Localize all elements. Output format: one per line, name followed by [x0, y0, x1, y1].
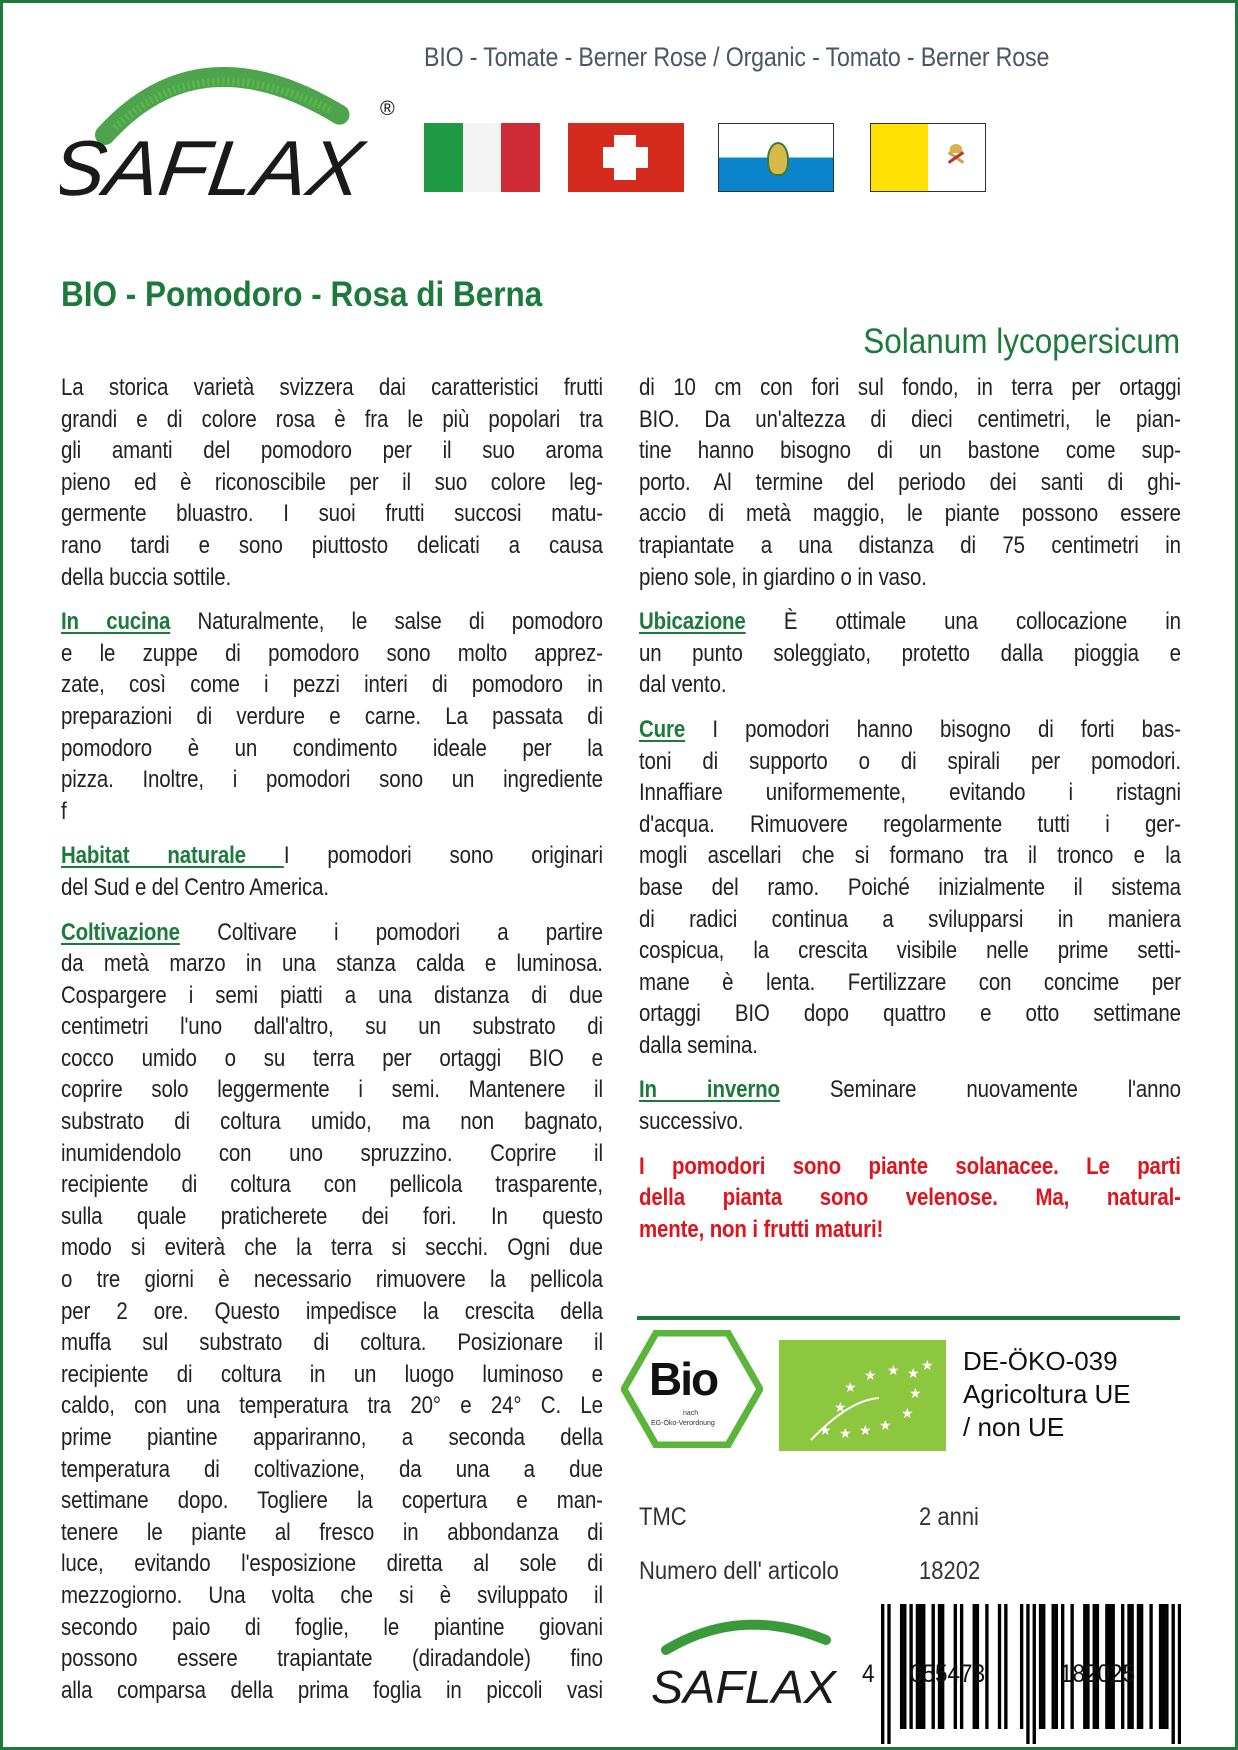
text-line — [61, 1675, 603, 1707]
text-line — [61, 1327, 603, 1359]
text-span: mogli ascellari che si formano tra il tronco e la — [639, 842, 1181, 870]
barcode-bar — [1042, 1604, 1045, 1729]
text-line — [61, 1548, 603, 1580]
barcode-bar — [1140, 1604, 1143, 1729]
text-line — [639, 372, 1181, 404]
section-heading: In cucina — [61, 608, 171, 636]
text-line — [639, 467, 1181, 499]
star-icon: ★ — [864, 1367, 877, 1383]
text-line — [639, 1030, 1181, 1062]
text-line — [61, 1106, 603, 1138]
right-column — [639, 372, 1181, 1258]
text-span: temperatura di coltivazione, da una a due — [61, 1455, 603, 1483]
section-heading: Coltivazione — [61, 918, 180, 946]
text-span: luce, evitando l'esposizione diretta al sole di — [61, 1550, 603, 1578]
text-line — [61, 1264, 603, 1296]
section-heading: Ubicazione — [639, 608, 746, 636]
text-span: mezzogiorno. Una volta che si è sviluppato il — [61, 1581, 603, 1609]
star-icon: ★ — [901, 1405, 914, 1421]
barcode-bar — [881, 1604, 884, 1744]
section-cure — [639, 714, 1181, 1062]
text-line — [639, 435, 1181, 467]
text-line — [61, 467, 603, 499]
barcode-bar — [903, 1604, 906, 1729]
vatican-flag — [870, 123, 986, 192]
origin-line: / non UE — [963, 1412, 1065, 1442]
text-line — [61, 1517, 603, 1549]
text-span: modo si eviterà che la terra si secchi. Ogni due — [61, 1234, 603, 1262]
switzerland-flag — [568, 123, 684, 192]
text-span: accio di metà maggio, le piante possono essere — [639, 500, 1181, 528]
text-line — [61, 1643, 603, 1675]
text-line — [61, 562, 603, 594]
text-span: La storica varietà svizzera dai caratteristici frutti — [61, 374, 603, 401]
text-span: da metà marzo in una stanza calda e luminosa. — [61, 950, 603, 978]
text-line — [61, 840, 603, 872]
text-line — [61, 435, 603, 467]
text-span: centimetri l'uno dall'altro, su un substrato di — [61, 1013, 603, 1041]
text-span: È ottimale una collocazione in — [745, 608, 1181, 636]
text-span: Cospargere i semi piatti a una distanza di due — [61, 981, 603, 1009]
text-line — [639, 809, 1181, 841]
text-line — [61, 1359, 603, 1391]
text-line — [639, 840, 1181, 872]
text-span: prime piantine appariranno, a seconda della — [61, 1424, 603, 1451]
text-line — [61, 872, 603, 904]
text-span: settimane dopo. Togliere la copertura e man- — [61, 1487, 603, 1515]
text-span: substrato di coltura umido, ma non bagnato, — [61, 1108, 603, 1136]
text-line — [61, 372, 603, 404]
text-span: cospicua, la crescita visibile nelle prime setti- — [639, 937, 1181, 965]
text-line — [639, 714, 1181, 746]
text-line — [61, 917, 603, 949]
text-line — [61, 1454, 603, 1486]
barcode-bar — [1033, 1604, 1036, 1744]
warning-text — [639, 1151, 1181, 1246]
text-line — [639, 1214, 1181, 1246]
barcode-bar — [985, 1604, 988, 1729]
text-line — [61, 796, 603, 828]
text-span: Innaffiare uniformemente, evitando i ristagni — [639, 779, 1181, 807]
section-coltivazione — [61, 917, 603, 1707]
certification-code: DE-ÖKO-039 — [963, 1346, 1118, 1376]
san-marino-flag — [718, 123, 834, 192]
text-span: I pomodori sono originari — [283, 842, 603, 870]
paragraph — [61, 372, 603, 593]
text-line — [61, 1612, 603, 1644]
text-line — [61, 1580, 603, 1612]
text-span: dal vento. — [639, 671, 727, 699]
text-span: dalla semina. — [639, 1031, 758, 1059]
latin-name: Solanum lycopersicum — [863, 322, 1180, 361]
text-line — [61, 980, 603, 1012]
barcode-bar — [998, 1604, 1001, 1729]
text-line — [61, 764, 603, 796]
barcode-bar — [1052, 1604, 1055, 1729]
text-line — [639, 606, 1181, 638]
text-line — [61, 498, 603, 530]
text-span: recipiente di coltura in un luogo luminoso e — [61, 1360, 603, 1388]
tmc-label: TMC — [639, 1503, 687, 1531]
registered-mark: ® — [380, 98, 395, 120]
saflax-logo — [60, 40, 405, 205]
text-line — [61, 1422, 603, 1454]
product-line-header: BIO - Tomate - Berner Rose / Organic - Tomato - Berner Rose — [424, 42, 1050, 72]
eu-organic-leaf-logo — [779, 1340, 946, 1451]
star-icon: ★ — [834, 1399, 847, 1415]
text-span: porto. Al termine del periodo dei santi di ghi- — [639, 468, 1181, 496]
text-span: della buccia sottile. — [61, 563, 232, 591]
text-line — [61, 1201, 603, 1233]
text-line — [639, 404, 1181, 436]
text-span: d'acqua. Rimuovere regolarmente tutti i ger- — [639, 810, 1181, 838]
barcode-bar — [1055, 1604, 1058, 1729]
page-title: BIO - Pomodoro - Rosa di Berna — [61, 275, 543, 314]
text-span: Seminare nuovamente l'anno — [779, 1076, 1181, 1104]
barcode-bar — [1159, 1604, 1162, 1729]
text-span: preparazioni di verdure e carne. La passata di — [61, 702, 603, 730]
text-line — [639, 746, 1181, 778]
text-span: grandi e di colore rosa è fra le più popolari tra — [61, 405, 603, 433]
text-line — [61, 1296, 603, 1328]
star-icon: ★ — [859, 1422, 872, 1438]
barcode-bar — [1178, 1604, 1181, 1744]
barcode-bar — [1004, 1604, 1007, 1729]
star-icon: ★ — [921, 1357, 934, 1373]
text-span: pomodoro è un condimento ideale per la — [61, 734, 603, 762]
text-span: di radici continua a svilupparsi in maniera — [639, 905, 1181, 933]
text-span: ortaggi BIO dopo quattro e otto settimane — [639, 1000, 1181, 1028]
text-line — [61, 1485, 603, 1517]
text-line — [61, 948, 603, 980]
text-line — [61, 1138, 603, 1170]
text-span: zate, così come i pezzi interi di pomodoro in — [61, 671, 603, 699]
text-span: caldo, con una temperatura tra 20° e 24° C. Le — [61, 1392, 603, 1420]
text-span: toni di supporto o di spirali per pomodori. — [639, 747, 1181, 775]
barcode-bar — [1026, 1604, 1029, 1744]
star-icon: ★ — [879, 1417, 892, 1433]
text-span: mente, non i frutti maturi! — [639, 1215, 884, 1243]
bio-seal-text: Bio — [649, 1353, 718, 1405]
star-icon: ★ — [909, 1385, 922, 1401]
text-span: pizza. Inoltre, i pomodori sono un ingrediente — [61, 766, 603, 794]
text-span: BIO. Da un'altezza di dieci centimetri, le pian- — [639, 405, 1181, 433]
text-span: secondo paio di foglie, le piantine giovani — [61, 1613, 603, 1641]
text-span: del Sud e del Centro America. — [61, 873, 329, 901]
text-span: della pianta sono velenose. Ma, natural- — [639, 1184, 1181, 1212]
text-line — [61, 1390, 603, 1422]
text-line — [639, 1074, 1181, 1106]
section-habitat-naturale — [61, 840, 603, 903]
barcode-bar — [887, 1604, 890, 1744]
text-line — [639, 562, 1181, 594]
article-number-value: 18202 — [919, 1557, 981, 1585]
text-span: gli amanti del pomodoro per il suo aroma — [61, 437, 603, 465]
barcode-bar — [1149, 1604, 1152, 1729]
text-line — [61, 606, 603, 638]
text-span: alla comparsa della prima foglia in piccoli vasi — [61, 1676, 603, 1704]
svg-text:SAFLAX: SAFLAX — [651, 1661, 839, 1713]
text-line — [61, 530, 603, 562]
star-icon: ★ — [844, 1379, 857, 1395]
text-span: o tre giorni è necessario rimuovere la pellicola — [61, 1266, 603, 1294]
article-number-label: Numero dell' articolo — [639, 1557, 839, 1585]
section-in-cucina — [61, 606, 603, 827]
text-line — [639, 904, 1181, 936]
text-line — [639, 935, 1181, 967]
italy-flag — [424, 123, 540, 192]
text-line — [639, 1182, 1181, 1214]
text-span: di 10 cm con fori sul fondo, in terra per ortaggi — [639, 374, 1181, 401]
text-span: Naturalmente, le salse di pomodoro — [170, 608, 603, 636]
left-column — [61, 372, 603, 1719]
text-span: tenere le piante al fresco in abbondanza di — [61, 1518, 603, 1546]
bio-seal-logo — [621, 1330, 763, 1448]
barcode-bar — [1020, 1604, 1023, 1729]
text-span: e le zuppe di pomodoro sono molto apprez- — [61, 639, 603, 667]
barcode-bar — [900, 1604, 903, 1729]
barcode-bar — [1172, 1604, 1175, 1744]
coat-of-arms-icon — [767, 142, 789, 176]
text-line — [61, 638, 603, 670]
section-in-inverno — [639, 1074, 1181, 1137]
text-span: recipiente di coltura con pellicola trasparente, — [61, 1171, 603, 1199]
text-line — [61, 1011, 603, 1043]
text-line — [639, 967, 1181, 999]
star-icon: ★ — [819, 1422, 832, 1438]
text-span: pieno ed è riconoscibile per il suo colore leg- — [61, 468, 603, 496]
keys-emblem-icon — [947, 144, 965, 172]
star-icon: ★ — [887, 1362, 900, 1378]
text-span: cocco umido o su terra per ortaggi BIO e — [61, 1044, 603, 1072]
tmc-value: 2 anni — [919, 1503, 979, 1531]
barcode-bar — [1137, 1604, 1140, 1729]
text-span: un punto soleggiato, protetto dalla pioggia e — [639, 639, 1181, 667]
certification-text — [963, 1345, 1131, 1444]
text-span: germente bluastro. I suoi frutti succosi matu- — [61, 500, 603, 528]
text-span: I pomodori hanno bisogno di forti bas- — [685, 715, 1181, 743]
text-line — [61, 1232, 603, 1264]
text-line — [61, 1043, 603, 1075]
bio-seal-sub: EG-Öko-Verordnung — [651, 1420, 715, 1427]
barcode-bar — [1165, 1604, 1168, 1729]
text-line — [61, 1074, 603, 1106]
text-span: I pomodori sono piante solanacee. Le parti — [639, 1152, 1181, 1180]
text-line — [639, 498, 1181, 530]
text-line — [61, 669, 603, 701]
text-line — [639, 638, 1181, 670]
text-line — [639, 1151, 1181, 1183]
text-span: successivo. — [639, 1108, 744, 1136]
section-heading: Cure — [639, 715, 686, 743]
barcode-first-digit: 4 — [862, 1660, 875, 1688]
text-span: sulla quale praticherete dei fori. In questo — [61, 1202, 603, 1230]
divider — [637, 1316, 1180, 1320]
text-span: rano tardi e sono piuttosto delicati a causa — [61, 531, 603, 559]
barcode-left-digits: 055473 — [910, 1660, 986, 1688]
paragraph — [639, 372, 1181, 593]
text-line — [639, 530, 1181, 562]
svg-text:SAFLAX: SAFLAX — [60, 124, 358, 205]
section-ubicazione — [639, 606, 1181, 701]
text-line — [61, 404, 603, 436]
text-line — [61, 733, 603, 765]
origin-line: Agricoltura UE — [963, 1379, 1131, 1409]
section-heading: Habitat naturale — [61, 842, 284, 870]
text-line — [639, 872, 1181, 904]
text-line — [639, 669, 1181, 701]
barcode-right-digits: 182025 — [1060, 1660, 1136, 1688]
text-span: tine hanno bisogno di un bastone come sup- — [639, 437, 1181, 465]
saflax-logo-small — [641, 1605, 851, 1715]
text-line — [639, 998, 1181, 1030]
star-icon: ★ — [839, 1425, 852, 1441]
star-icon: ★ — [907, 1365, 920, 1381]
text-span: trapiantate a una distanza di 75 centimetri in — [639, 531, 1181, 559]
text-span: possono essere trapiantate (diradandole) fino — [61, 1645, 603, 1673]
text-line — [61, 1169, 603, 1201]
text-span: coprire solo leggermente i semi. Mantenere il — [61, 1076, 603, 1104]
text-line — [639, 777, 1181, 809]
section-heading: In inverno — [639, 1076, 780, 1104]
text-span: per 2 ore. Questo impedisce la crescita della — [61, 1297, 603, 1325]
text-line — [61, 701, 603, 733]
text-span: Coltivare i pomodori a partire — [179, 918, 603, 946]
text-span: inumidendolo con uno spruzzino. Coprire il — [61, 1139, 603, 1167]
text-span: pieno sole, in giardino o in vaso. — [639, 563, 927, 591]
text-span: mane è lenta. Fertilizzare con concime per — [639, 968, 1181, 996]
text-span: muffa sul substrato di coltura. Posizionare il — [61, 1329, 603, 1357]
text-line — [639, 1106, 1181, 1138]
text-span: base del ramo. Poiché inizialmente il sistema — [639, 873, 1181, 901]
barcode-bar — [1162, 1604, 1165, 1729]
barcode-bar — [1039, 1604, 1042, 1729]
text-span: f — [61, 797, 67, 825]
bio-seal-sub: nach — [683, 1410, 699, 1417]
